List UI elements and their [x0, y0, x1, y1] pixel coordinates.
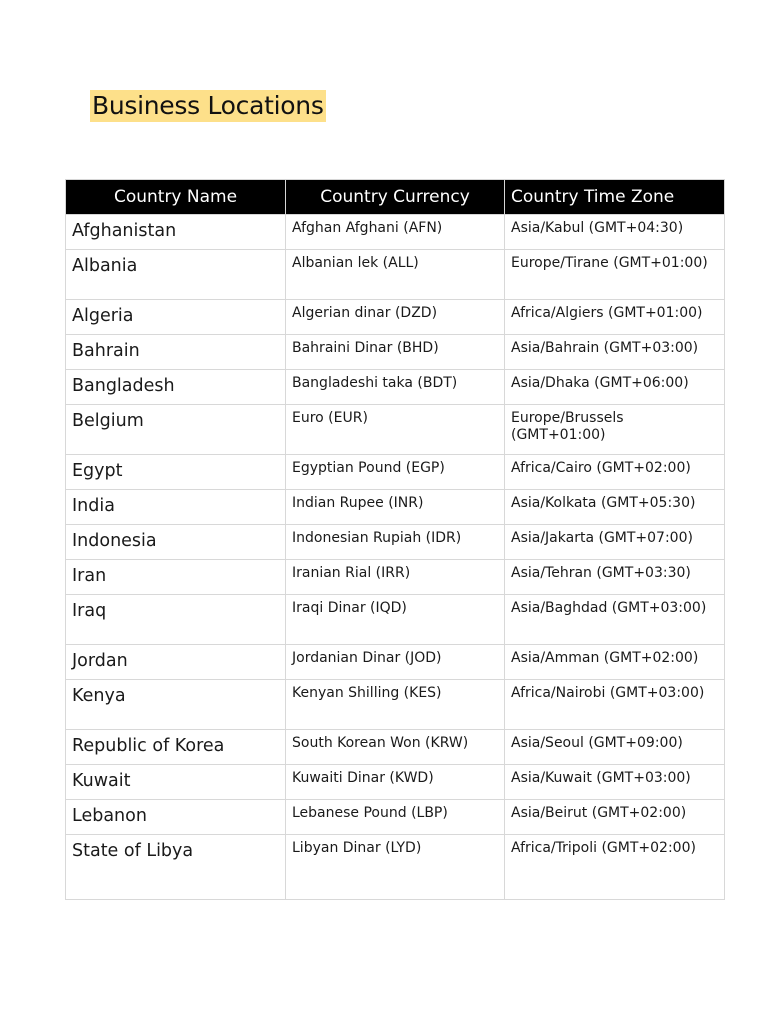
currency-cell: Lebanese Pound (LBP) — [286, 800, 505, 835]
time-zone-cell: Europe/Brussels (GMT+01:00) — [505, 405, 725, 455]
country-name-cell: Kenya — [66, 680, 286, 730]
country-name-cell: State of Libya — [66, 835, 286, 900]
table-row — [66, 595, 725, 645]
time-zone-cell: Europe/Tirane (GMT+01:00) — [505, 250, 725, 300]
table-row — [66, 335, 725, 370]
time-zone-cell: Asia/Bahrain (GMT+03:00) — [505, 335, 725, 370]
currency-cell: Iraqi Dinar (IQD) — [286, 595, 505, 645]
table-row — [66, 765, 725, 800]
table-row — [66, 560, 725, 595]
currency-cell: Algerian dinar (DZD) — [286, 300, 505, 335]
table-row — [66, 800, 725, 835]
country-name-cell: Indonesia — [66, 525, 286, 560]
country-name-cell: Algeria — [66, 300, 286, 335]
currency-cell: South Korean Won (KRW) — [286, 730, 505, 765]
country-name-cell: Bangladesh — [66, 370, 286, 405]
table-row — [66, 490, 725, 525]
time-zone-cell: Asia/Seoul (GMT+09:00) — [505, 730, 725, 765]
country-name-cell: Afghanistan — [66, 215, 286, 250]
table-row — [66, 405, 725, 455]
currency-cell: Kuwaiti Dinar (KWD) — [286, 765, 505, 800]
table-header-row — [66, 180, 725, 215]
column-header-country-currency: Country Currency — [286, 180, 505, 215]
currency-cell: Albanian lek (ALL) — [286, 250, 505, 300]
country-name-cell: Belgium — [66, 405, 286, 455]
table-row — [66, 525, 725, 560]
time-zone-cell: Asia/Kabul (GMT+04:30) — [505, 215, 725, 250]
time-zone-cell: Asia/Kuwait (GMT+03:00) — [505, 765, 725, 800]
currency-cell: Indonesian Rupiah (IDR) — [286, 525, 505, 560]
time-zone-cell: Asia/Tehran (GMT+03:30) — [505, 560, 725, 595]
currency-cell: Kenyan Shilling (KES) — [286, 680, 505, 730]
table-row — [66, 215, 725, 250]
country-name-cell: Kuwait — [66, 765, 286, 800]
time-zone-cell: Asia/Kolkata (GMT+05:30) — [505, 490, 725, 525]
currency-cell: Bangladeshi taka (BDT) — [286, 370, 505, 405]
time-zone-cell: Africa/Tripoli (GMT+02:00) — [505, 835, 725, 900]
time-zone-cell: Africa/Nairobi (GMT+03:00) — [505, 680, 725, 730]
time-zone-cell: Asia/Jakarta (GMT+07:00) — [505, 525, 725, 560]
time-zone-cell: Asia/Beirut (GMT+02:00) — [505, 800, 725, 835]
country-name-cell: Iran — [66, 560, 286, 595]
time-zone-cell: Asia/Baghdad (GMT+03:00) — [505, 595, 725, 645]
country-name-cell: Egypt — [66, 455, 286, 490]
country-name-cell: Albania — [66, 250, 286, 300]
time-zone-cell: Asia/Dhaka (GMT+06:00) — [505, 370, 725, 405]
country-name-cell: Bahrain — [66, 335, 286, 370]
currency-cell: Egyptian Pound (EGP) — [286, 455, 505, 490]
table-row — [66, 730, 725, 765]
country-name-cell: Lebanon — [66, 800, 286, 835]
table-row — [66, 370, 725, 405]
column-header-country-time-zone: Country Time Zone — [505, 180, 725, 215]
page-title: Business Locations — [92, 91, 324, 120]
currency-cell: Indian Rupee (INR) — [286, 490, 505, 525]
table-row — [66, 645, 725, 680]
time-zone-cell: Africa/Cairo (GMT+02:00) — [505, 455, 725, 490]
currency-cell: Bahraini Dinar (BHD) — [286, 335, 505, 370]
column-header-country-name: Country Name — [66, 180, 286, 215]
country-name-cell: Republic of Korea — [66, 730, 286, 765]
business-locations-table — [65, 179, 725, 900]
time-zone-cell: Asia/Amman (GMT+02:00) — [505, 645, 725, 680]
currency-cell: Afghan Afghani (AFN) — [286, 215, 505, 250]
table-row — [66, 250, 725, 300]
time-zone-cell: Africa/Algiers (GMT+01:00) — [505, 300, 725, 335]
country-name-cell: Jordan — [66, 645, 286, 680]
table-row — [66, 835, 725, 900]
country-name-cell: Iraq — [66, 595, 286, 645]
table-row — [66, 455, 725, 490]
table-row — [66, 680, 725, 730]
currency-cell: Libyan Dinar (LYD) — [286, 835, 505, 900]
currency-cell: Iranian Rial (IRR) — [286, 560, 505, 595]
table-row — [66, 300, 725, 335]
currency-cell: Jordanian Dinar (JOD) — [286, 645, 505, 680]
country-name-cell: India — [66, 490, 286, 525]
currency-cell: Euro (EUR) — [286, 405, 505, 455]
